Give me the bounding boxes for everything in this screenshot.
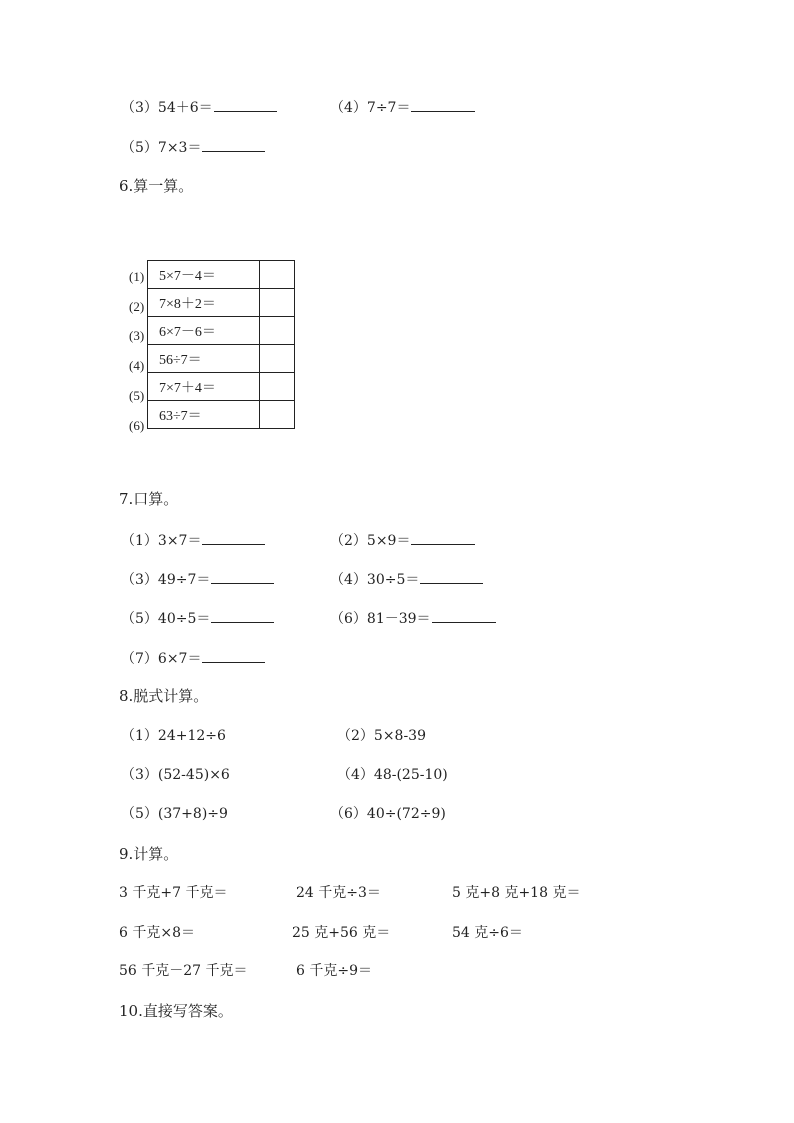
problem-label: （1）3×7＝: [121, 533, 202, 549]
row-number: (3): [129, 328, 145, 343]
problem-9-2: 24 千克÷3＝: [296, 885, 381, 901]
problem-label: （5）7×3＝: [121, 140, 202, 156]
table-row: [148, 401, 295, 429]
answer-blank[interactable]: [211, 608, 274, 623]
problem-9-4: 6 千克×8＝: [119, 925, 195, 941]
table-row: [148, 261, 295, 289]
problem-label: （6）81－39＝: [330, 611, 431, 627]
problem-8-2: （2）5×8-39: [337, 728, 426, 744]
section-6-heading: 6.算一算。: [119, 177, 194, 195]
problem-7-4: [330, 569, 483, 589]
problem-8-1: （1）24+12÷6: [121, 728, 226, 744]
row-number: (1): [129, 269, 145, 284]
expression-cell: 56÷7＝: [148, 345, 260, 373]
problem-7-1: [121, 530, 265, 550]
expression-cell: 63÷7＝: [148, 401, 260, 429]
expression-cell: 6×7－6＝: [148, 317, 260, 345]
row-number: (5): [129, 388, 145, 403]
problem-5-5: [121, 137, 265, 157]
answer-blank[interactable]: [211, 569, 274, 584]
problem-label: （5）40÷5＝: [121, 611, 211, 627]
problem-label: （7）6×7＝: [121, 651, 202, 667]
answer-blank[interactable]: [411, 97, 475, 112]
section-10-heading: 10.直接写答案。: [119, 1002, 233, 1020]
answer-blank[interactable]: [432, 608, 496, 623]
problem-9-5: 25 克+56 克＝: [292, 925, 391, 941]
answer-blank[interactable]: [214, 97, 277, 112]
answer-blank[interactable]: [202, 137, 265, 152]
expression-cell: 5×7－4＝: [148, 261, 260, 289]
problem-7-6: [330, 608, 496, 628]
problem-8-5: （5）(37+8)÷9: [121, 806, 228, 822]
answer-blank[interactable]: [411, 530, 475, 545]
calc-table: [147, 260, 295, 429]
problem-label: （4）7÷7＝: [330, 100, 411, 116]
expression-cell: 7×8＋2＝: [148, 289, 260, 317]
problem-7-5: [121, 608, 274, 628]
problem-9-1: 3 千克+7 千克＝: [119, 885, 228, 901]
row-number: (4): [129, 358, 145, 373]
problem-7-3: [121, 569, 274, 589]
problem-9-3: 5 克+8 克+18 克＝: [452, 885, 581, 901]
answer-cell[interactable]: [260, 289, 295, 317]
expression-cell: 7×7＋4＝: [148, 373, 260, 401]
problem-9-8: 6 千克÷9＝: [296, 963, 372, 979]
problem-label: （2）5×9＝: [330, 533, 411, 549]
answer-blank[interactable]: [202, 530, 265, 545]
section-7-heading: 7.口算。: [119, 490, 179, 508]
table-row: [148, 317, 295, 345]
answer-blank[interactable]: [202, 648, 265, 663]
problem-8-3: （3）(52-45)×6: [121, 767, 230, 783]
problem-9-7: 56 千克－27 千克＝: [119, 963, 248, 979]
answer-cell[interactable]: [260, 373, 295, 401]
table-row: [148, 345, 295, 373]
problem-label: （3）54＋6＝: [121, 100, 213, 116]
answer-blank[interactable]: [420, 569, 483, 584]
problem-9-6: 54 克÷6＝: [452, 925, 523, 941]
problem-5-4: [330, 97, 475, 117]
problem-8-6: （6）40÷(72÷9): [330, 806, 446, 822]
problem-5-3: [121, 97, 277, 117]
section-9-heading: 9.计算。: [119, 845, 179, 863]
table-row: [148, 289, 295, 317]
problem-label: （4）30÷5＝: [330, 572, 420, 588]
table-row: [148, 373, 295, 401]
problem-7-7: [121, 648, 265, 668]
answer-cell[interactable]: [260, 345, 295, 373]
section-8-heading: 8.脱式计算。: [119, 687, 209, 705]
problem-label: （3）49÷7＝: [121, 572, 211, 588]
answer-cell[interactable]: [260, 317, 295, 345]
row-number: (6): [129, 418, 145, 433]
answer-cell[interactable]: [260, 401, 295, 429]
problem-7-2: [330, 530, 475, 550]
answer-cell[interactable]: [260, 261, 295, 289]
problem-8-4: （4）48-(25-10): [337, 767, 448, 783]
row-number: (2): [129, 299, 145, 314]
